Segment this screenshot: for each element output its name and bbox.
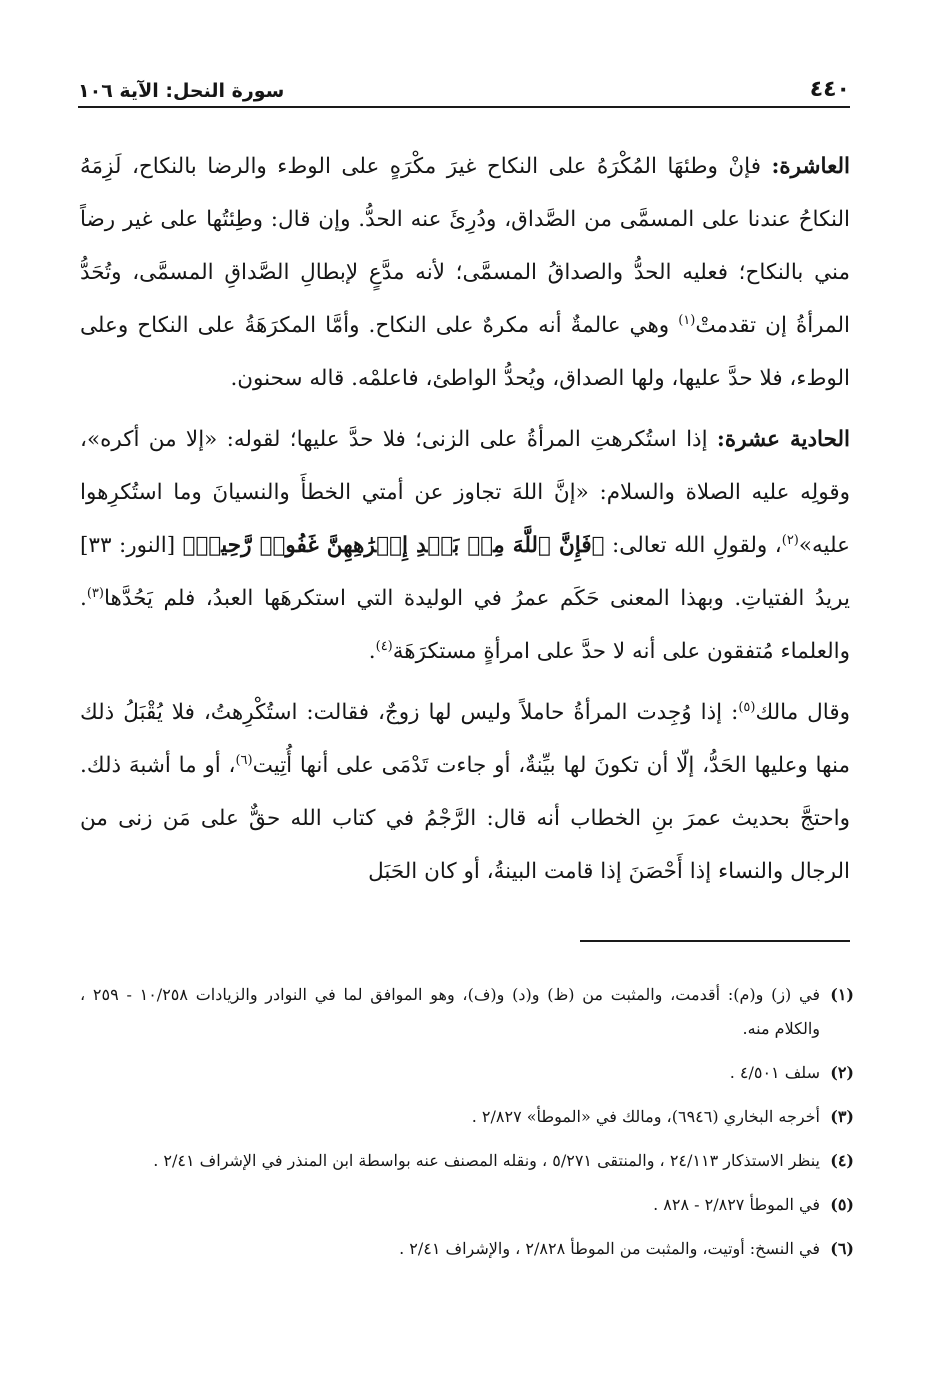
paragraph [80, 686, 850, 898]
footnote [80, 1188, 854, 1222]
footnote-text: سلف ٤/٥٠١ . [729, 1063, 820, 1082]
paragraph-text: وقال مالك [755, 700, 850, 725]
page-number: ٤٤٠ [809, 77, 850, 102]
footnote-number: (٢) [830, 1063, 854, 1082]
header-title: سورة النحل: الآية ١٠٦ [78, 80, 285, 102]
paragraph-text: إذا استُكرهتِ المرأةُ على الزنى؛ فلا حدَّ عليها؛ لقوله: «إلا من أكره»، وقولِه عليه الصلاة والسلام: «إنَّ اللهَ تجاوز عن أمتي الخطأَ والنسيانَ وما استُكرِهوا عليه» [80, 427, 850, 558]
quran-quote: ﴿فَإِنَّ ٱللَّهَ مِنۢ بَعۡدِ إِكۡرَٰهِهِنَّ غَفُورٞ رَّحِيمٞ﴾ [182, 533, 605, 558]
footnote [80, 1100, 854, 1134]
footnote-ref: (٦) [235, 752, 253, 768]
paragraph-lead: الحادية عشرة: [716, 427, 850, 452]
footnote-ref: (٢) [781, 532, 799, 548]
footnote-number: (٣) [830, 1107, 854, 1126]
paragraph [80, 413, 850, 678]
footnote-ref: (٥) [738, 699, 756, 715]
paragraph-text: فإنْ وطئهَا المُكْرَهُ على النكاح غيرَ مكْرَهٍ على الوطء والرضا بالنكاح، لَزِمَهُ النكاحُ عندنا على المسمَّى من الصَّداق، ودُرِئَ عنه الحدُّ. وإن قال: وطِئتُها على غير رضاً مني بالنكاح؛ فعليه الحدُّ والصداقُ المسمَّى؛ لأنه مدَّعٍ لإبطالِ الصَّداقِ المسمَّى، وتُحَدُّ المرأةُ إن تقدمتْ [80, 154, 850, 338]
paragraph-text: : إذا وُجِدت المرأةُ حاملاً وليس لها زوجٌ، فقالت: استُكْرِهتُ، فلا يُقْبَلُ ذلك منها وعليها الحَدُّ، إلّا أن تكونَ لها بيِّنةٌ، أو جاءت تَدْمَى على أنها أُتِيت [80, 700, 851, 778]
footnote-ref: (١) [678, 312, 696, 328]
paragraph-text: ، أو ما أشبهَ ذلك. واحتجَّ بحديث عمرَ بنِ الخطاب أنه قال: الرَّجْمُ في كتاب الله حقٌّ على مَن زنى من الرجال والنساء إذا أَحْصَنَ إذا قامت البينةُ، أو كان الحَبَل [80, 753, 850, 884]
paragraph [80, 140, 850, 405]
footnote [80, 978, 854, 1046]
footnote-text: ينظر الاستذكار ٢٤/١١٣ ، والمنتقى ٥/٢٧١ ، ونقله المصنف عنه بواسطة ابن المنذر في الإشراف ٢/٤١ . [153, 1151, 820, 1170]
running-header [78, 62, 850, 108]
footnote-ref: (٣) [86, 585, 104, 601]
paragraph-text: ، ولقولِ الله تعالى: [604, 533, 782, 558]
footnote-number: (٥) [830, 1195, 854, 1214]
footnote [80, 1232, 854, 1266]
footnote-number: (٤) [830, 1151, 854, 1170]
paragraph-text: [النور: ٣٣] يريدُ الفتياتِ. وبهذا المعنى حَكَم عمرُ في الوليدة التي استكرهَها العبدُ، فلم يَحُدَّها [80, 533, 850, 611]
footnote-number: (٦) [830, 1239, 854, 1258]
footnote-text: في النسخ: أوتيت، والمثبت من الموطأ ٢/٨٢٨ ، والإشراف ٢/٤١ . [399, 1239, 820, 1258]
footnote-text: أخرجه البخاري (٦٩٤٦)، ومالك في «الموطأ» ٢/٨٢٧ . [471, 1107, 820, 1126]
footnote-text: في (ز) و(م): أقدمت، والمثبت من (ظ) و(د) و(ف)، وهو الموافق لما في النوادر والزيادات ١٠/٢٥٨ - ٢٥٩ ، والكلام منه. [80, 985, 821, 1038]
footnote-separator [580, 940, 850, 942]
main-body [80, 140, 850, 906]
paragraph-lead: العاشرة: [771, 154, 850, 179]
footnote [80, 1144, 854, 1178]
footnote-number: (١) [830, 985, 854, 1004]
footnotes [80, 978, 854, 1276]
paragraph-text: . والعلماء مُتفقون على أنه لا حدَّ على امرأةٍ مستكرَهَة [80, 586, 850, 664]
paragraph-text: . [368, 639, 376, 664]
footnote-text: في الموطأ ٢/٨٢٧ - ٨٢٨ . [653, 1195, 820, 1214]
footnote [80, 1056, 854, 1090]
footnote-ref: (٤) [375, 638, 393, 654]
paragraph-text: وهي عالمةٌ أنه مكرهٌ على النكاح. وأمَّا المكرَهَةُ على النكاح وعلى الوطء، فلا حدَّ عليها، ولها الصداق، ويُحدُّ الواطئ، فاعلمْه. قاله سحنون. [80, 313, 850, 391]
